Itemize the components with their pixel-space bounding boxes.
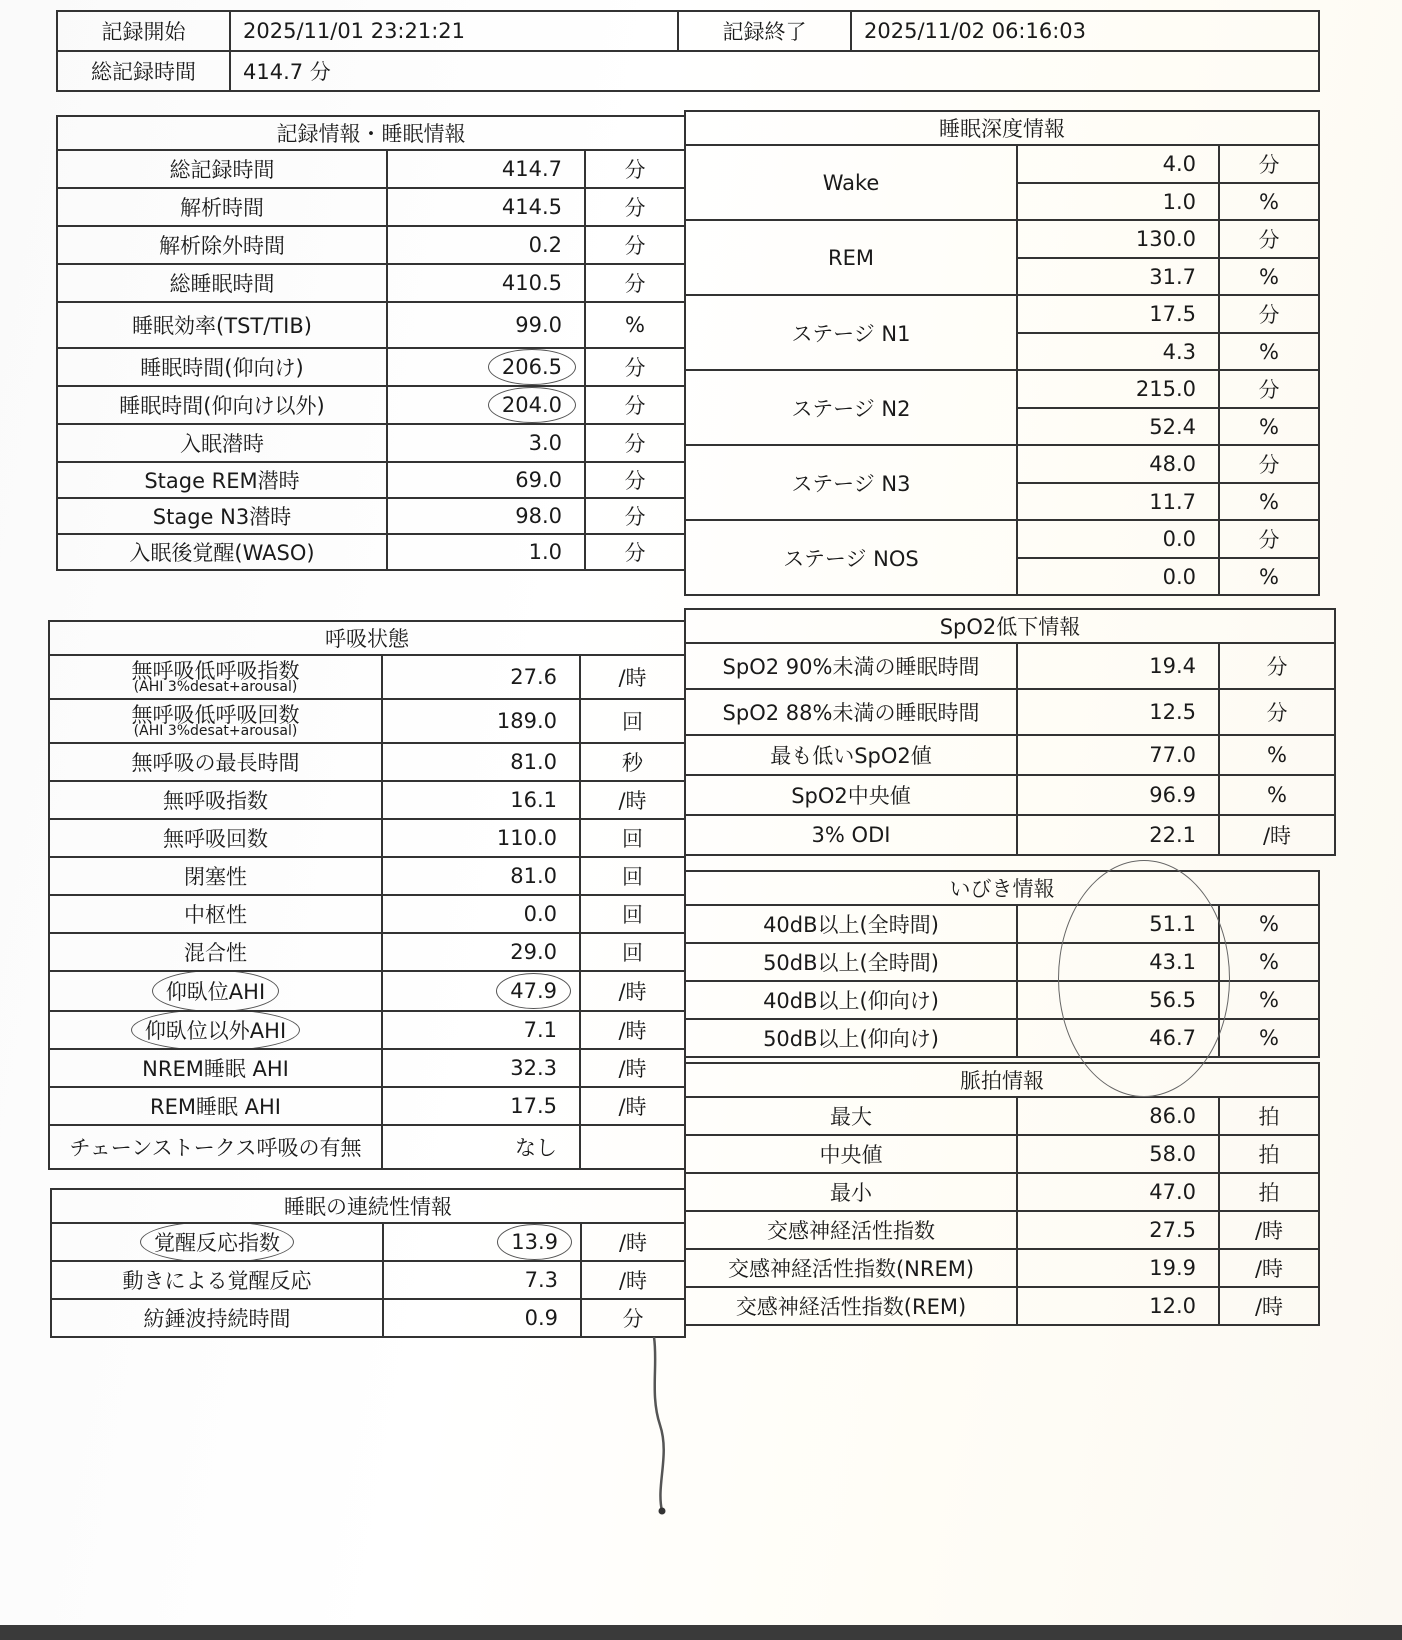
row-label [685, 689, 1017, 735]
table-row [51, 1299, 685, 1337]
row-value: 17.5 [382, 1087, 580, 1125]
stage-minutes: 0.0 [1017, 520, 1219, 558]
row-value: 56.5 [1017, 981, 1219, 1019]
row-unit: % [1219, 735, 1335, 775]
stage-minutes-unit: 分 [1219, 520, 1319, 558]
row-unit: 分 [585, 150, 685, 188]
row-label-sub: (AHI 3%desat+arousal) [133, 679, 298, 695]
row-unit: % [1219, 981, 1319, 1019]
row-value [382, 971, 580, 1011]
row-unit: 分 [585, 188, 685, 226]
stage-row-minutes [685, 295, 1319, 333]
row-label [57, 302, 387, 348]
row-label-text: 混合性 [184, 941, 247, 965]
row-unit: 回 [580, 933, 685, 971]
section-title-pulse: 脈拍情報 [685, 1063, 1319, 1097]
table-row [51, 1261, 685, 1299]
row-label-text: 無呼吸回数 [163, 827, 268, 851]
table-row [49, 1087, 685, 1125]
table-row [685, 1249, 1319, 1287]
row-label-text: REM睡眠 AHI [149, 1095, 281, 1119]
total-record-label: 総記録時間 [57, 51, 230, 91]
sleep-info-table [56, 115, 686, 571]
row-value: 86.0 [1017, 1097, 1219, 1135]
stage-row-minutes [685, 445, 1319, 483]
row-value: 19.4 [1017, 643, 1219, 689]
row-value: 110.0 [382, 819, 580, 857]
row-unit: /時 [581, 1223, 685, 1261]
stage-percent: 11.7 [1017, 483, 1219, 520]
stage-row-minutes [685, 220, 1319, 258]
row-label-text: NREM睡眠 AHI [142, 1057, 289, 1081]
row-unit: /時 [580, 655, 685, 699]
row-value: 81.0 [382, 743, 580, 781]
row-label-text: チェーンストークス呼吸の有無 [69, 1136, 362, 1160]
record-end-label: 記録終了 [678, 11, 851, 51]
row-unit: 秒 [580, 743, 685, 781]
table-row [49, 699, 685, 743]
table-row [49, 655, 685, 699]
table-row [49, 857, 685, 895]
stage-minutes-unit: 分 [1219, 295, 1319, 333]
row-value: 47.0 [1017, 1173, 1219, 1211]
stage-minutes-unit: 分 [1219, 145, 1319, 183]
row-label [685, 643, 1017, 689]
row-label [685, 1211, 1017, 1249]
stage-label: Wake [685, 145, 1017, 220]
stage-label: ステージ N3 [685, 445, 1017, 520]
row-label-text: 睡眠時間(仰向け) [140, 356, 304, 380]
row-value-circled: 47.9 [510, 979, 557, 1003]
row-value: 0.0 [382, 895, 580, 933]
row-label-text: 最も低いSpO2値 [770, 744, 932, 768]
row-label-text: 無呼吸低呼吸指数 [131, 659, 300, 683]
table-row [57, 264, 685, 302]
section-title-sleep-info: 記録情報・睡眠情報 [57, 116, 685, 150]
row-value: 22.1 [1017, 815, 1219, 855]
table-row [685, 905, 1319, 943]
table-row [685, 643, 1335, 689]
row-label-text: SpO2 88%未満の睡眠時間 [722, 701, 980, 725]
row-label [49, 1049, 382, 1087]
row-label [57, 386, 387, 424]
row-unit: 分 [1219, 643, 1335, 689]
table-row [49, 1011, 685, 1049]
row-value: 43.1 [1017, 943, 1219, 981]
row-unit: % [1219, 775, 1335, 815]
row-value: 7.3 [383, 1261, 581, 1299]
row-unit: 分 [585, 348, 685, 386]
row-label [685, 1249, 1017, 1287]
table-row [685, 689, 1335, 735]
stage-percent: 4.3 [1017, 333, 1219, 370]
row-value: 7.1 [382, 1011, 580, 1049]
row-value: 77.0 [1017, 735, 1219, 775]
section-title-spo2: SpO2低下情報 [685, 609, 1335, 643]
row-label-sub: (AHI 3%desat+arousal) [133, 723, 298, 739]
row-unit: 回 [580, 699, 685, 743]
table-row [57, 348, 685, 386]
row-label [49, 819, 382, 857]
stage-label: ステージ N1 [685, 295, 1017, 370]
table-row [685, 1173, 1319, 1211]
row-value: 0.9 [383, 1299, 581, 1337]
row-unit: 拍 [1219, 1173, 1319, 1211]
row-label [685, 775, 1017, 815]
stage-percent-unit: % [1219, 183, 1319, 220]
table-row [57, 302, 685, 348]
row-value: 32.3 [382, 1049, 580, 1087]
section-title-snore: いびき情報 [685, 871, 1319, 905]
row-unit: % [1219, 1019, 1319, 1057]
row-label-text: Stage REM潜時 [144, 469, 300, 493]
record-end-value: 2025/11/02 06:16:03 [851, 11, 1319, 51]
row-label-text: 中枢性 [184, 903, 247, 927]
table-row [685, 1097, 1319, 1135]
row-label-text: 入眠後覚醒(WASO) [129, 541, 315, 565]
total-record-value: 414.7 分 [230, 51, 1319, 91]
row-label-text: 無呼吸の最長時間 [131, 751, 300, 775]
row-label [685, 1135, 1017, 1173]
table-row [685, 775, 1335, 815]
row-label [49, 895, 382, 933]
table-row [685, 943, 1319, 981]
stage-percent-unit: % [1219, 408, 1319, 445]
row-value: 0.2 [387, 226, 585, 264]
stage-label: ステージ NOS [685, 520, 1017, 595]
row-value: 12.5 [1017, 689, 1219, 735]
row-unit: 分 [585, 386, 685, 424]
row-unit: /時 [1219, 815, 1335, 855]
table-row [49, 895, 685, 933]
respiration-table [48, 620, 686, 1170]
stage-row-minutes [685, 370, 1319, 408]
row-label-text: 総記録時間 [169, 158, 275, 182]
row-value-circled: 13.9 [511, 1230, 558, 1254]
row-label [685, 1097, 1017, 1135]
row-label-text: 覚醒反応指数 [154, 1227, 280, 1257]
stage-percent-unit: % [1219, 558, 1319, 595]
row-value: 3.0 [387, 424, 585, 462]
row-label-text: 3% ODI [811, 823, 891, 847]
row-label-text: 交感神経活性指数(REM) [735, 1295, 967, 1319]
row-label [685, 905, 1017, 943]
row-unit: /時 [580, 971, 685, 1011]
table-row [49, 933, 685, 971]
row-unit: 拍 [1219, 1097, 1319, 1135]
row-value [387, 386, 585, 424]
row-value: なし [382, 1125, 580, 1169]
row-label [57, 462, 387, 498]
stage-row-minutes [685, 145, 1319, 183]
row-value: 99.0 [387, 302, 585, 348]
table-row [49, 971, 685, 1011]
row-label-text: SpO2 90%未満の睡眠時間 [722, 655, 980, 679]
row-label [49, 781, 382, 819]
row-label [57, 188, 387, 226]
row-label [51, 1261, 383, 1299]
row-value: 27.5 [1017, 1211, 1219, 1249]
row-unit: 分 [585, 424, 685, 462]
table-row [57, 424, 685, 462]
stage-label: REM [685, 220, 1017, 295]
row-value: 410.5 [387, 264, 585, 302]
row-label [685, 735, 1017, 775]
row-label-text: 仰臥位AHI [166, 976, 265, 1006]
row-label [57, 424, 387, 462]
table-row [685, 1287, 1319, 1325]
row-label [685, 1287, 1017, 1325]
section-title-continuity: 睡眠の連続性情報 [51, 1189, 685, 1223]
row-value: 19.9 [1017, 1249, 1219, 1287]
row-label [685, 1173, 1017, 1211]
row-label [49, 1087, 382, 1125]
row-label-text: 無呼吸低呼吸回数 [131, 703, 300, 727]
row-label-text: 睡眠時間(仰向け以外) [119, 394, 325, 418]
row-value [387, 348, 585, 386]
row-value: 414.7 [387, 150, 585, 188]
row-value: 46.7 [1017, 1019, 1219, 1057]
row-label-text: 睡眠効率(TST/TIB) [132, 314, 312, 338]
row-value-circled: 204.0 [501, 393, 562, 417]
row-value: 96.9 [1017, 775, 1219, 815]
table-row [49, 781, 685, 819]
row-label [49, 971, 382, 1011]
stage-minutes: 215.0 [1017, 370, 1219, 408]
row-label-text: 無呼吸指数 [163, 789, 268, 813]
row-unit: 回 [580, 895, 685, 933]
row-unit: /時 [581, 1261, 685, 1299]
table-row [49, 819, 685, 857]
stage-percent: 31.7 [1017, 258, 1219, 295]
stage-percent: 1.0 [1017, 183, 1219, 220]
stage-row-minutes [685, 520, 1319, 558]
table-row [57, 226, 685, 264]
table-row [57, 498, 685, 534]
table-row [685, 815, 1335, 855]
row-label-text: 閉塞性 [184, 865, 247, 889]
sleep-continuity-table [50, 1188, 686, 1338]
row-label-text: 交感神経活性指数(NREM) [727, 1257, 975, 1281]
row-label [49, 1011, 382, 1049]
row-label [57, 348, 387, 386]
row-value: 189.0 [382, 699, 580, 743]
row-label-text: 40dB以上(仰向け) [763, 989, 939, 1013]
record-start-label: 記録開始 [57, 11, 230, 51]
row-label [685, 1019, 1017, 1057]
row-label [49, 699, 382, 743]
table-row [51, 1223, 685, 1261]
row-unit: /時 [1219, 1287, 1319, 1325]
spo2-table [684, 608, 1336, 856]
row-value: 98.0 [387, 498, 585, 534]
stage-minutes-unit: 分 [1219, 445, 1319, 483]
row-value: 58.0 [1017, 1135, 1219, 1173]
stage-percent-unit: % [1219, 333, 1319, 370]
stage-minutes: 4.0 [1017, 145, 1219, 183]
row-unit: 分 [1219, 689, 1335, 735]
section-title-sleep-depth: 睡眠深度情報 [685, 111, 1319, 145]
section-title-respiration: 呼吸状態 [49, 621, 685, 655]
table-row [49, 1049, 685, 1087]
row-value-circled: 206.5 [501, 355, 562, 379]
row-label [57, 150, 387, 188]
row-unit: /時 [580, 781, 685, 819]
table-row [685, 1135, 1319, 1173]
row-label-text: 入眠潜時 [180, 432, 264, 456]
row-label-text: 解析除外時間 [159, 234, 285, 258]
row-label [49, 743, 382, 781]
pulse-table [684, 1062, 1320, 1326]
row-value: 27.6 [382, 655, 580, 699]
record-header-table [56, 10, 1320, 92]
table-row [57, 188, 685, 226]
background-edge [0, 1625, 1402, 1640]
row-unit: 分 [581, 1299, 685, 1337]
stage-label: ステージ N2 [685, 370, 1017, 445]
row-unit: % [1219, 905, 1319, 943]
row-value: 29.0 [382, 933, 580, 971]
row-label [51, 1299, 383, 1337]
row-unit: 分 [585, 264, 685, 302]
row-label-text: 交感神経活性指数 [767, 1219, 935, 1243]
table-row [49, 743, 685, 781]
row-label-text: 紡錘波持続時間 [143, 1307, 291, 1331]
table-row [685, 1211, 1319, 1249]
row-label [685, 815, 1017, 855]
stage-percent: 0.0 [1017, 558, 1219, 595]
row-value: 81.0 [382, 857, 580, 895]
row-value: 12.0 [1017, 1287, 1219, 1325]
row-value: 69.0 [387, 462, 585, 498]
row-value [383, 1223, 581, 1261]
snore-table [684, 870, 1320, 1058]
row-label-text: 総睡眠時間 [169, 272, 275, 296]
row-label [51, 1223, 383, 1261]
row-label [57, 264, 387, 302]
row-label-text: 動きによる覚醒反応 [122, 1269, 312, 1293]
row-label [49, 655, 382, 699]
sleep-depth-table [684, 110, 1320, 596]
row-unit: 拍 [1219, 1135, 1319, 1173]
row-label-text: SpO2中央値 [791, 784, 911, 808]
row-label-text: 50dB以上(仰向け) [763, 1027, 939, 1051]
row-value: 16.1 [382, 781, 580, 819]
row-label [49, 933, 382, 971]
row-unit: 分 [585, 534, 685, 570]
row-label [57, 498, 387, 534]
row-unit: /時 [1219, 1249, 1319, 1287]
row-label-text: 中央値 [819, 1143, 883, 1167]
row-label [685, 981, 1017, 1019]
row-label-text: 解析時間 [180, 196, 264, 220]
stage-minutes-unit: 分 [1219, 220, 1319, 258]
stage-percent-unit: % [1219, 483, 1319, 520]
stage-minutes: 17.5 [1017, 295, 1219, 333]
row-unit: % [1219, 943, 1319, 981]
row-unit: 回 [580, 857, 685, 895]
row-value: 414.5 [387, 188, 585, 226]
table-row [685, 1019, 1319, 1057]
row-label [57, 534, 387, 570]
table-row [57, 462, 685, 498]
row-unit [580, 1125, 685, 1169]
row-label-text: 最小 [830, 1181, 872, 1205]
row-unit: 分 [585, 226, 685, 264]
table-row [685, 981, 1319, 1019]
table-row [685, 735, 1335, 775]
row-label-text: Stage N3潜時 [152, 505, 292, 529]
stage-minutes: 130.0 [1017, 220, 1219, 258]
stage-percent: 52.4 [1017, 408, 1219, 445]
row-value: 1.0 [387, 534, 585, 570]
table-row [57, 534, 685, 570]
row-unit: /時 [580, 1011, 685, 1049]
stage-minutes-unit: 分 [1219, 370, 1319, 408]
row-label-text: 40dB以上(全時間) [763, 913, 939, 937]
stage-percent-unit: % [1219, 258, 1319, 295]
row-unit: 回 [580, 819, 685, 857]
record-start-value: 2025/11/01 23:21:21 [230, 11, 678, 51]
row-label [49, 1125, 382, 1169]
row-label [57, 226, 387, 264]
row-unit: 分 [585, 462, 685, 498]
row-label-text: 最大 [830, 1105, 872, 1129]
table-row [57, 386, 685, 424]
row-unit: /時 [580, 1049, 685, 1087]
row-label-text: 50dB以上(全時間) [763, 951, 939, 975]
table-row [49, 1125, 685, 1169]
row-value: 51.1 [1017, 905, 1219, 943]
row-label [685, 943, 1017, 981]
table-row [57, 150, 685, 188]
row-label [49, 857, 382, 895]
row-unit: 分 [585, 498, 685, 534]
stage-minutes: 48.0 [1017, 445, 1219, 483]
row-label-text: 仰臥位以外AHI [145, 1015, 286, 1045]
row-unit: /時 [1219, 1211, 1319, 1249]
row-unit: % [585, 302, 685, 348]
row-unit: /時 [580, 1087, 685, 1125]
